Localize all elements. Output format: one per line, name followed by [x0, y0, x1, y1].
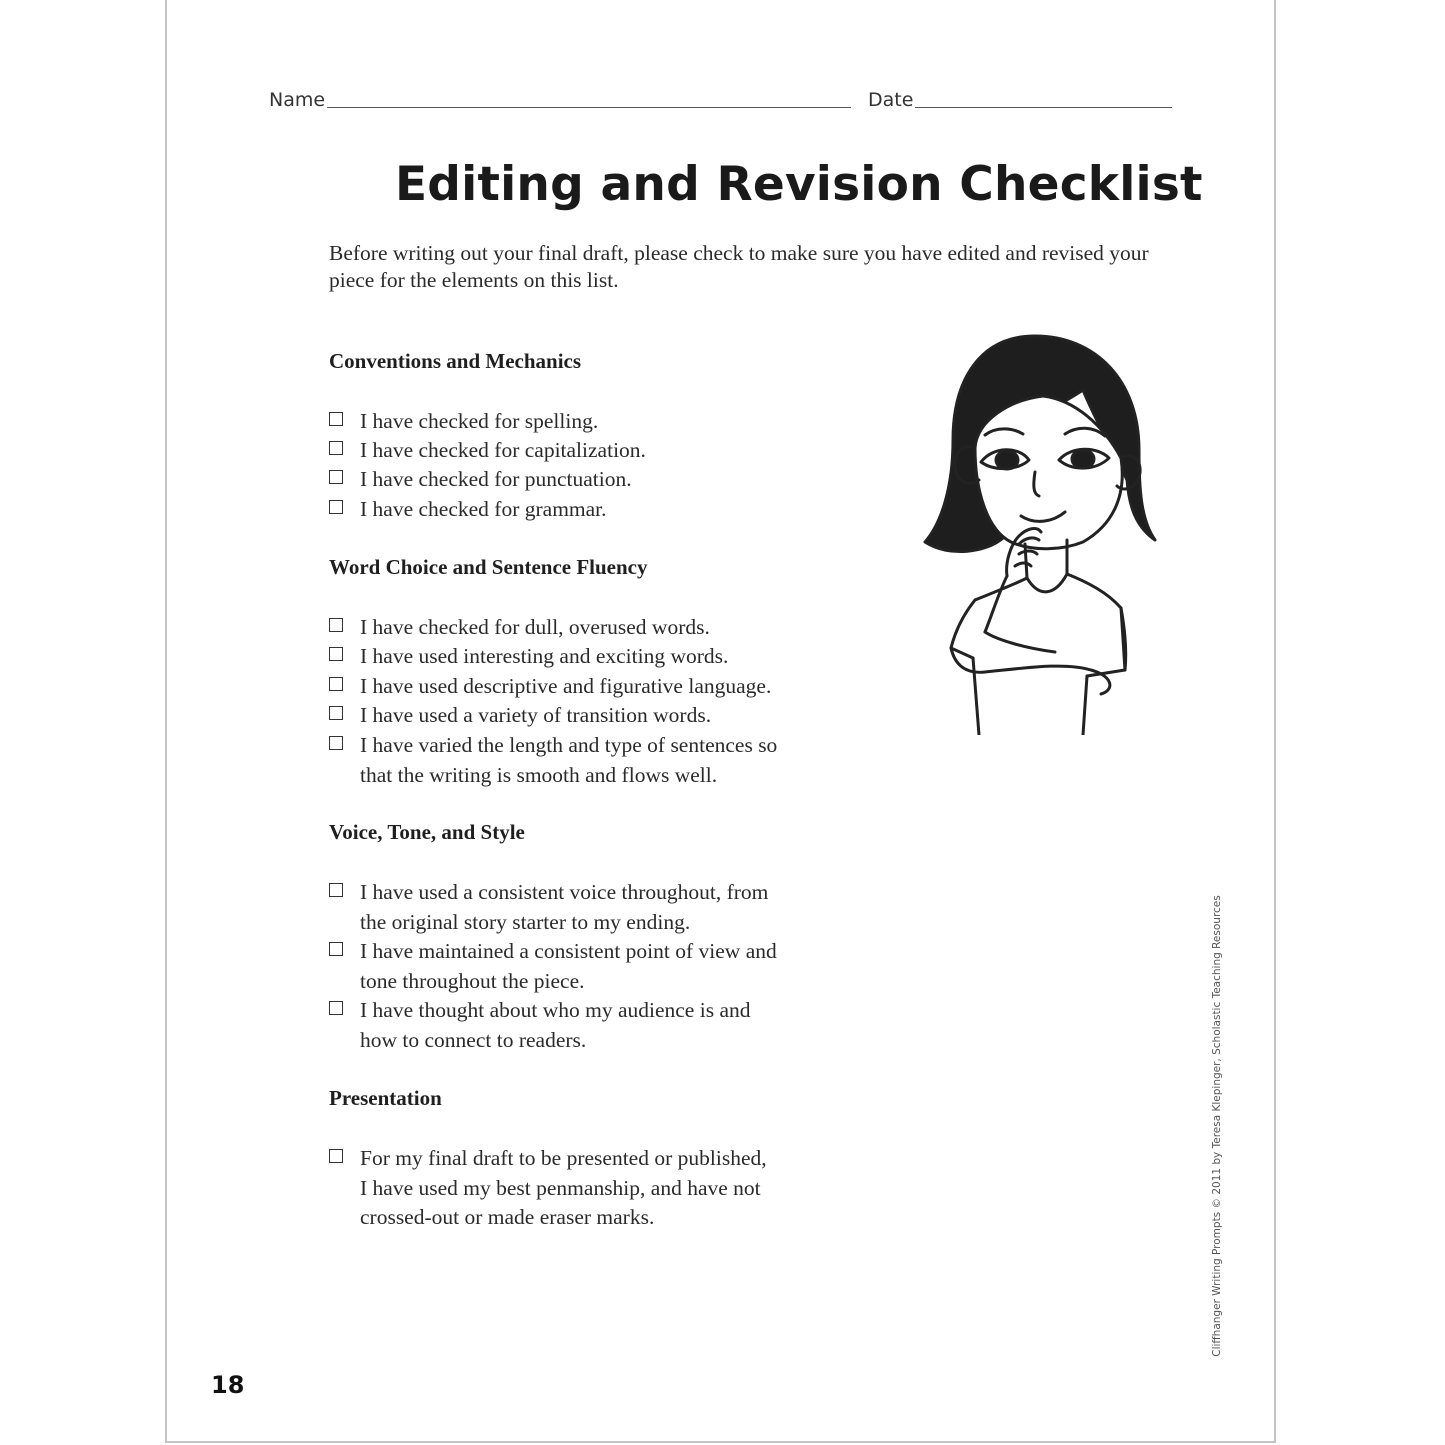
checklist-item-text: I have checked for capitalization. — [360, 438, 646, 462]
checkbox[interactable] — [329, 1001, 343, 1015]
checklist-item-text: I have checked for grammar. — [360, 497, 607, 521]
checklist-item — [329, 731, 777, 790]
checklist-item — [329, 996, 751, 1055]
section-heading-voice: Voice, Tone, and Style — [329, 820, 525, 844]
section-heading-word-choice: Word Choice and Sentence Fluency — [329, 555, 648, 579]
checklist-item-text: I have used a variety of transition words. — [360, 703, 712, 727]
checklist-item-text: I have used descriptive and figurative language. — [360, 674, 772, 698]
checkbox[interactable] — [329, 647, 343, 661]
page-number: 18 — [211, 1371, 245, 1399]
checkbox[interactable] — [329, 883, 343, 897]
section-heading-presentation: Presentation — [329, 1086, 442, 1110]
checklist-item-text: I have checked for spelling. — [360, 409, 599, 433]
checkbox[interactable] — [329, 618, 343, 632]
checkbox[interactable] — [329, 942, 343, 956]
checkbox[interactable] — [329, 470, 343, 484]
checkbox[interactable] — [329, 500, 343, 514]
intro-paragraph: Before writing out your final draft, please check to make sure you have edited and revised your piece for the elements on this list. — [329, 241, 1149, 292]
checkbox[interactable] — [329, 1149, 343, 1163]
checklist-item — [329, 613, 710, 643]
checklist-item — [329, 407, 598, 437]
section-heading-conventions: Conventions and Mechanics — [329, 349, 582, 373]
date-field[interactable] — [915, 107, 1172, 108]
date-label: Date — [868, 89, 914, 111]
checkbox[interactable] — [329, 736, 343, 750]
checklist-item-text: I have checked for dull, overused words. — [360, 615, 710, 639]
checklist-item-text: I have varied the length and type of sentences so that the writing is smooth and flows well. — [360, 733, 778, 787]
checklist-item — [329, 937, 777, 996]
checklist-item — [329, 465, 632, 495]
checklist-item — [329, 672, 771, 702]
thinking-girl-icon — [915, 330, 1165, 735]
checklist-item — [329, 701, 711, 731]
checklist-item — [329, 1144, 767, 1233]
checklist-item-text: I have checked for punctuation. — [360, 467, 632, 491]
checkbox[interactable] — [329, 706, 343, 720]
name-label: Name — [269, 89, 326, 111]
checklist-item-text: I have thought about who my audience is and how to connect to readers. — [360, 998, 751, 1052]
checklist-item-text: I have used a consistent voice throughout, from the original story starter to my ending. — [360, 880, 769, 934]
checklist-item — [329, 495, 607, 525]
checkbox[interactable] — [329, 441, 343, 455]
checklist-item-text: I have used interesting and exciting words. — [360, 644, 729, 668]
checklist-item-text: For my final draft to be presented or published, I have used my best penmanship, and have not crossed-out or made eraser marks. — [360, 1146, 767, 1229]
checklist-item — [329, 436, 646, 466]
checklist-item — [329, 878, 768, 937]
checkbox[interactable] — [329, 677, 343, 691]
checklist-item — [329, 642, 728, 672]
name-field[interactable] — [327, 107, 851, 108]
copyright-text: Cliffhanger Writing Prompts © 2011 by Teresa Klepinger, Scholastic Teaching Resources — [1211, 895, 1223, 1357]
checklist-item-text: I have maintained a consistent point of view and tone throughout the piece. — [360, 939, 777, 993]
checkbox[interactable] — [329, 412, 343, 426]
page-title: Editing and Revision Checklist — [395, 157, 1203, 212]
